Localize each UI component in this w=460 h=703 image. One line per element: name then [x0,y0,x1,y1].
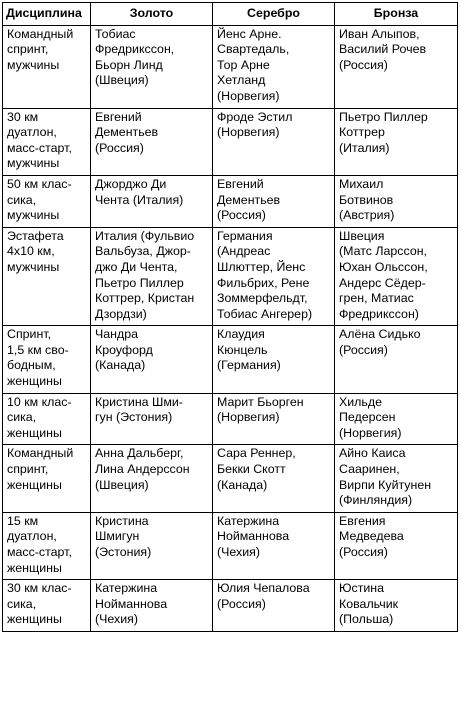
header-gold: Золото [91,3,213,26]
bronze-cell: Алёна Сидько (Россия) [335,326,458,393]
silver-cell: Марит Бьорген (Норвегия) [213,393,335,445]
header-discipline: Дисциплина [3,3,91,26]
discipline-cell: 50 км клас- сика, мужчины [3,175,91,227]
bronze-cell: Айно Каиса Сааринен, Вирпи Куйтунен (Финляндия) [335,445,458,512]
silver-cell: Германия (Андреас Шлюттер, Йенс Фильбрих, Рене Зоммерфельдт, Тобиас Ангерер) [213,227,335,326]
table-row [3,326,458,393]
gold-cell: Евгений Дементьев (Россия) [91,108,213,175]
discipline-cell: 15 км дуатлон, масс-старт, женщины [3,512,91,579]
silver-cell: Фроде Эстил (Норвегия) [213,108,335,175]
discipline-cell: 30 км клас- сика, женщины [3,580,91,632]
silver-cell: Евгений Дементьев (Россия) [213,175,335,227]
bronze-cell: Швеция (Матс Ларссон, Юхан Ольссон, Андерс Сёдер- грен, Матиас Фредрикссон) [335,227,458,326]
gold-cell: Анна Дальберг, Лина Андерссон (Швеция) [91,445,213,512]
table-row [3,580,458,632]
silver-cell: Йенс Арне. Свартедаль, Тор Арне Хетланд (Норвегия) [213,25,335,108]
bronze-cell: Юстина Ковальчик (Польша) [335,580,458,632]
gold-cell: Джорджо Ди Чента (Италия) [91,175,213,227]
gold-cell: Катержина Нойманнова (Чехия) [91,580,213,632]
bronze-cell: Иван Алыпов, Василий Рочев (Россия) [335,25,458,108]
discipline-cell: Командный спринт, мужчины [3,25,91,108]
silver-cell: Клаудия Кюнцель (Германия) [213,326,335,393]
bronze-cell: Евгения Медведева (Россия) [335,512,458,579]
gold-cell: Кристина Шми- гун (Эстония) [91,393,213,445]
medal-table [2,2,458,632]
header-bronze: Бронза [335,3,458,26]
header-row [3,3,458,26]
table-row [3,108,458,175]
gold-cell: Италия (Фульвио Вальбуза, Джор- джо Ди Чента, Пьетро Пиллер Коттрер, Кристан Дзордзи) [91,227,213,326]
discipline-cell: Командный спринт, женщины [3,445,91,512]
gold-cell: Кристина Шмигун (Эстония) [91,512,213,579]
table-row [3,175,458,227]
header-silver: Серебро [213,3,335,26]
bronze-cell: Михаил Ботвинов (Австрия) [335,175,458,227]
gold-cell: Чандра Кроуфорд (Канада) [91,326,213,393]
bronze-cell: Хильде Педерсен (Норвегия) [335,393,458,445]
discipline-cell: 10 км клас- сика, женщины [3,393,91,445]
bronze-cell: Пьетро Пиллер Коттрер (Италия) [335,108,458,175]
silver-cell: Юлия Чепалова (Россия) [213,580,335,632]
discipline-cell: 30 км дуатлон, масс-старт, мужчины [3,108,91,175]
table-row [3,227,458,326]
silver-cell: Сара Реннер, Бекки Скотт (Канада) [213,445,335,512]
table-row [3,445,458,512]
discipline-cell: Спринт, 1,5 км сво- бодным, женщины [3,326,91,393]
silver-cell: Катержина Нойманнова (Чехия) [213,512,335,579]
discipline-cell: Эстафета 4х10 км, мужчины [3,227,91,326]
table-header [3,3,458,26]
table-body [3,25,458,631]
table-row [3,393,458,445]
table-row [3,512,458,579]
table-row [3,25,458,108]
gold-cell: Тобиас Фредрикссон, Бьорн Линд (Швеция) [91,25,213,108]
